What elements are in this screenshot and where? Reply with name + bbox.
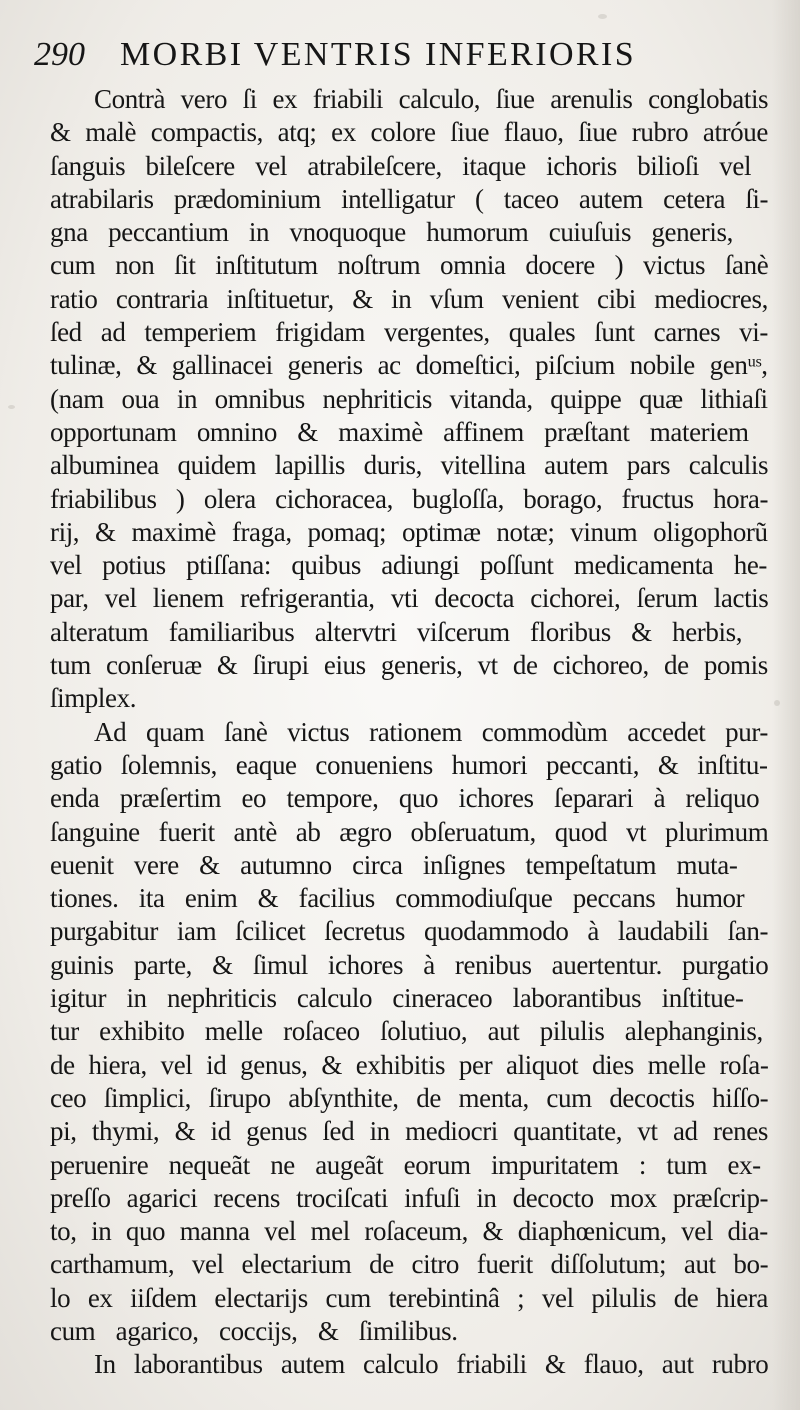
ink-speck — [8, 405, 15, 409]
text-line: atrabilaris prædominium intelligatur ( taceo autem cetera ſi- — [50, 183, 769, 214]
text-line: cum agarico, coccijs, & ſimilibus. — [50, 1315, 458, 1346]
text-line: In laborantibus autem calculo friabili & flauo, aut rubro — [94, 1349, 769, 1380]
text-line: guinis parte, & ſimul ichores à renibus auertentur. purgatio — [50, 949, 769, 980]
text-line: peruenire nequeãt ne augeãt eorum impuritatem : tum ex- — [50, 1149, 761, 1180]
text-line: friabilibus ) olera cichoracea, bugloſſa, borago, fructus hora- — [50, 483, 769, 514]
text-line: tum conſeruæ & ſirupi eius generis, vt de cichoreo, de pomis — [50, 650, 768, 681]
text-line: alteratum familiaribus altervtri viſcerum floribus & herbis, — [50, 616, 743, 647]
text-line: tulinæ, & gallinacei generis ac domeſtici, piſcium nobile genᵘˢ, — [50, 350, 768, 381]
text-line: opportunam omnino & maximè affinem præſtant materiem — [50, 416, 749, 447]
text-line: rij, & maximè fraga, pomaq; optimæ notæ; vinum oligophorũ — [50, 516, 768, 547]
text-line: de hiera, vel id genus, & exhibitis per aliquot dies melle roſa- — [50, 1049, 769, 1080]
text-line: tur exhibito melle roſaceo ſolutiuo, aut pilulis alephanginis, — [50, 1016, 763, 1047]
body-text — [50, 83, 768, 1382]
text-line: purgabitur iam ſcilicet ſecretus quodammodo à laudabili ſan- — [50, 916, 769, 947]
text-line: ſanguis bileſcere vel atrabileſcere, itaque ichoris bilioſi vel — [50, 150, 752, 181]
page-number: 290 — [34, 36, 85, 73]
page-header — [34, 36, 764, 88]
ink-speck — [598, 14, 607, 19]
text-line: ratio contraria inſtituetur, & in vſum venient cibi mediocres, — [50, 283, 768, 314]
text-line: pi, thymi, & id genus ſed in mediocri quantitate, vt ad renes — [50, 1116, 768, 1147]
text-line: albuminea quidem lapillis duris, vitellina autem pars calculis — [50, 450, 769, 481]
text-line: ſed ad temperiem frigidam vergentes, quales ſunt carnes vi- — [50, 317, 768, 348]
text-line: cum non ſit inſtitutum noſtrum omnia docere ) victus ſanè — [50, 250, 769, 281]
text-line: par, vel lienem refrigerantia, vti decocta cichorei, ſerum lactis — [50, 583, 769, 614]
text-line: carthamum, vel electarium de citro fuerit diſſolutum; aut bo- — [50, 1249, 769, 1280]
text-line: gna peccantium in vnoquoque humorum cuiuſuis generis, — [50, 217, 733, 248]
text-line: euenit vere & autumno circa inſignes tempeſtatum muta- — [50, 849, 738, 880]
text-line: enda præſertim eo tempore, quo ichores ſeparari à reliquo — [50, 783, 760, 814]
text-line: preſſo agarici recens trociſcati infuſi in decocto mox præſcrip- — [50, 1182, 769, 1213]
ink-speck — [774, 700, 780, 706]
text-line: gatio ſolemnis, eaque conueniens humori peccanti, & inſtitu- — [50, 749, 768, 780]
text-line: lo ex iiſdem electarijs cum terebintinâ ; vel pilulis de hiera — [50, 1282, 768, 1313]
text-line: Ad quam ſanè victus rationem commodùm accedet pur- — [94, 716, 769, 747]
text-line: ſimplex. — [50, 683, 137, 714]
text-line: tiones. ita enim & facilius commodiuſque peccans humor — [50, 883, 745, 914]
text-line: (nam oua in omnibus nephriticis vitanda, quippe quæ lithiaſi — [50, 383, 768, 414]
text-line: to, in quo manna vel mel roſaceum, & diaphœnicum, vel dia- — [50, 1216, 768, 1247]
text-line: & malè compactis, atq; ex colore ſiue flauo, ſiue rubro atróue — [50, 117, 768, 148]
running-head: MORBI VENTRIS INFERIORIS — [120, 36, 637, 73]
text-line: Contrà vero ſi ex friabili calculo, ſiue arenulis conglobatis — [94, 84, 769, 114]
text-line: vel potius ptiſſana: quibus adiungi poſſunt medicamenta he- — [50, 550, 768, 581]
text-line: ceo ſimplici, ſirupo abſynthite, de menta, cum decoctis hiſſo- — [50, 1082, 769, 1113]
text-line: igitur in nephriticis calculo cineraceo laborantibus inſtitue- — [50, 983, 744, 1014]
text-line: ſanguine fuerit antè ab ægro obſeruatum, quod vt plurimum — [50, 816, 769, 847]
